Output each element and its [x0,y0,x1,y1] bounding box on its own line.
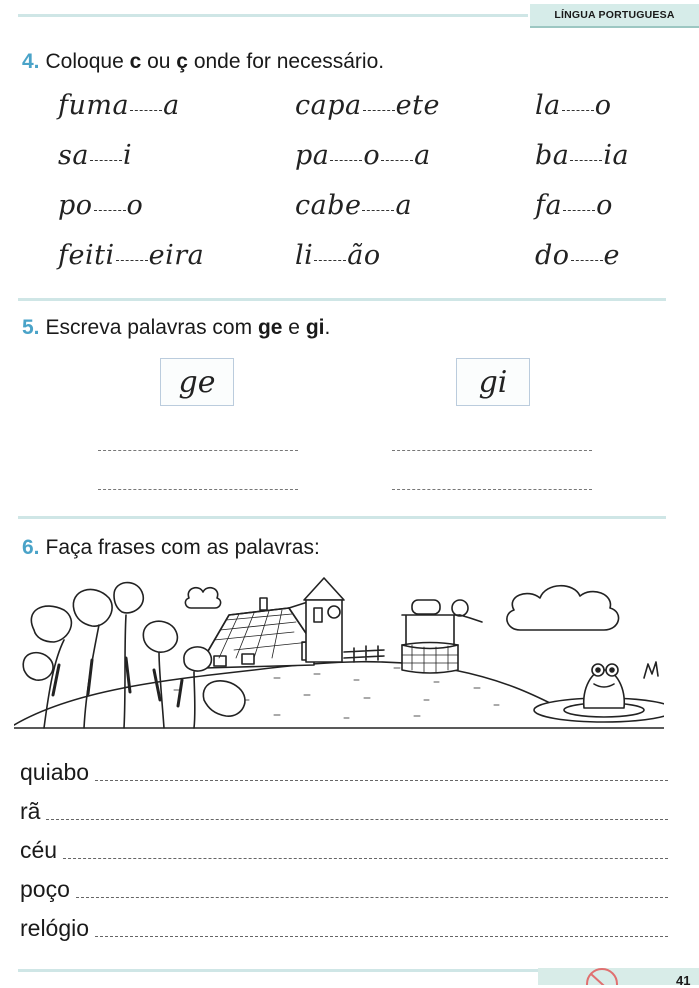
cursive-word-blank[interactable]: ba ia [535,140,630,171]
sentence-line[interactable] [63,858,668,859]
title-bold-ge: ge [257,316,283,339]
sentence-line[interactable] [95,936,668,937]
cursive-word-blank[interactable]: capa ete [295,90,440,121]
cursive-word-blank[interactable]: fuma a [58,90,180,121]
fill-blank[interactable] [130,110,162,111]
title-text: ou [141,50,177,73]
no-sign-icon [582,966,622,985]
section-divider [18,516,666,519]
fill-blank[interactable] [90,160,122,161]
title-text: onde for necessário. [187,50,385,73]
title-text: e [282,316,306,339]
ge-answer-line[interactable] [98,450,298,451]
fill-blank[interactable] [570,160,602,161]
ge-box: ge [160,358,234,406]
header-rule [18,14,528,17]
title-bold-gi: gi [305,316,325,339]
cursive-word-blank[interactable]: sa i [58,140,133,171]
title-text: Faça frases com as palavras: [45,536,320,559]
sentence-line[interactable] [95,780,668,781]
sentence-row-quiabo[interactable] [20,756,668,786]
gi-answer-line[interactable] [392,489,592,490]
fill-blank[interactable] [314,260,346,261]
ge-answer-line[interactable] [98,489,298,490]
fill-blank[interactable] [362,210,394,211]
prompt-word: rã [20,798,41,824]
question-number: 6. [22,536,40,559]
section-divider [18,298,666,301]
prompt-word: relógio [20,915,90,941]
cursive-word-blank[interactable]: do e [535,240,621,271]
question-number: 4. [22,50,40,73]
question-5-title [22,316,330,340]
sentence-row-ra[interactable] [20,795,668,825]
gi-box: gi [456,358,530,406]
cursive-word-blank[interactable]: la o [535,90,612,121]
fill-blank[interactable] [562,110,594,111]
fill-blank[interactable] [571,260,603,261]
farm-scene-illustration [14,570,664,730]
sentence-row-ceu[interactable] [20,834,668,864]
sentence-line[interactable] [76,897,668,898]
title-text: . [324,316,331,339]
fill-blank[interactable] [94,210,126,211]
title-text: Coloque [45,50,130,73]
question-4-title [22,50,384,74]
cursive-word-blank[interactable]: cabe a [295,190,413,221]
title-bold-c: c [129,50,142,73]
cursive-word-blank[interactable]: pa o a [295,140,431,171]
sentence-row-relogio[interactable] [20,912,668,942]
prompt-word: quiabo [20,759,90,785]
prompt-word: céu [20,837,58,863]
cursive-word-blank[interactable]: fa o [535,190,613,221]
question-number: 5. [22,316,40,339]
fill-blank[interactable] [363,110,395,111]
cursive-word-blank[interactable]: li ão [295,240,381,271]
sentence-row-poco[interactable] [20,873,668,903]
sentence-line[interactable] [46,819,668,820]
fill-blank[interactable] [563,210,595,211]
cursive-word-blank[interactable]: feiti eira [58,240,205,271]
footer-rule [18,969,538,972]
fill-blank[interactable] [116,260,148,261]
gi-answer-line[interactable] [392,450,592,451]
cursive-word-blank[interactable]: po o [58,190,144,221]
fill-blank[interactable] [330,160,362,161]
fill-blank[interactable] [381,160,413,161]
prompt-word: poço [20,876,70,902]
question-6-title [22,536,320,560]
subject-tab: LÍNGUA PORTUGUESA [530,4,699,28]
title-bold-cedilla: ç [176,50,188,73]
title-text: Escreva palavras com [45,316,258,339]
page-number: 41 [676,973,691,988]
